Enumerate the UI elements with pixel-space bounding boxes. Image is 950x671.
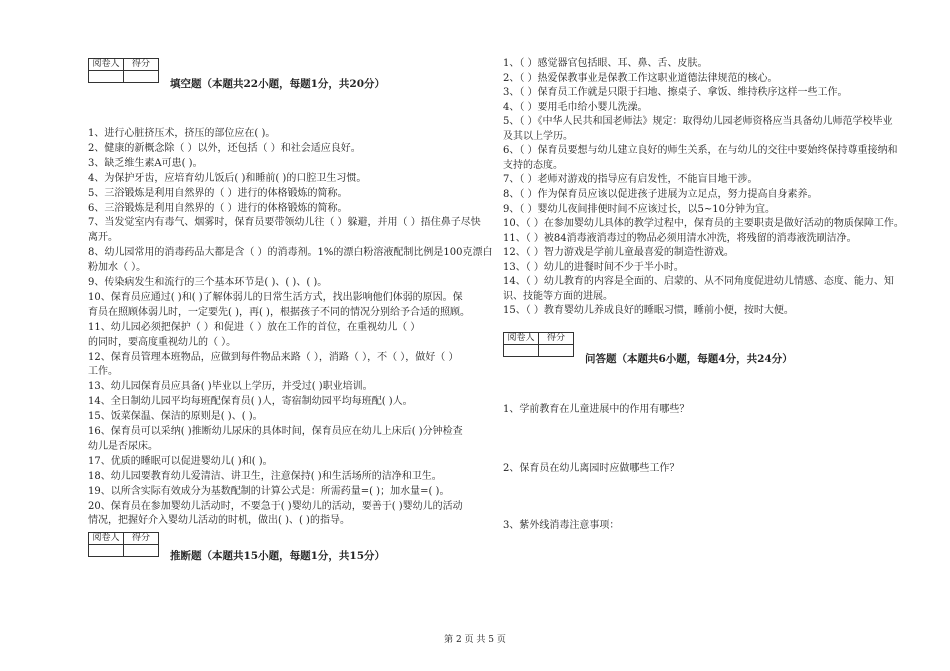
fill-line: 8、幼儿园常用的消毒药品大都是含（ ）的消毒剂。1%的漂白粉溶液配制比例是100克漂白 (88, 247, 493, 259)
fill-line: 2、健康的新概念除（ ）以外，还包括（ ）和社会适应良好。 (88, 142, 361, 154)
fill-line: 4、为保护牙齿，应培育幼儿饭后( )和睡前( )的口腔卫生习惯。 (88, 172, 367, 184)
fill-line: 的同时，要高度重视幼儿的（ ）。 (88, 336, 237, 348)
judge-line: 4、（ ）要用毛巾给小婴儿洗澡。 (503, 101, 648, 113)
fill-line: 12、保育员管理本班物品，应做到每件物品来路（ ），消路（ ），不（ ），做好（ ） (88, 351, 459, 363)
judge-line: 14、（ ）幼儿教育的内容是全面的、启蒙的、从不同角度促进幼儿情感、态度、能力、知 (503, 276, 894, 288)
qa-line: 1、学前教育在儿童进展中的作用有哪些？ (503, 404, 690, 415)
reviewer-label: 阅卷人 (504, 333, 539, 345)
judge-line: 8、（ ）作为保育员应该以促进孩子进展为立足点，努力提高自身素养。 (503, 188, 818, 200)
fill-line: 18、幼儿园要教育幼儿爱清洁、讲卫生，注意保持( )和生活场所的洁净和卫生。 (88, 470, 442, 482)
judge-line: 5、（ ）《中华人民共和国老师法》规定：取得幼儿园老师资格应当具备幼儿师范学校毕业 (503, 116, 893, 128)
judge-line: 1、（ ）感觉器官包括眼、耳、鼻、舌、皮肤。 (503, 58, 708, 69)
score-label: 得分 (539, 333, 574, 345)
page-footer: 第 2 页 共 5 页 (444, 635, 506, 645)
fill-line: 育员在照顾体弱儿时，一定要先( )，再( )，根据孩子不同的情况分别给予合适的照顾。 (88, 306, 470, 318)
score-table-fill (88, 58, 159, 83)
reviewer-label: 阅卷人 (89, 533, 124, 545)
fill-line: 20、保育员在参加婴幼儿活动时，不要急于( )婴幼儿的活动，要善于( )婴幼儿的活动 (88, 500, 463, 512)
judge-line: 支持的态度。 (503, 159, 563, 171)
score-cell (124, 71, 159, 83)
fill-line: 工作。 (88, 366, 118, 378)
judge-line: 13、（ ）幼儿的进餐时间不少于半小时。 (503, 261, 684, 273)
fill-line: 16、保育员可以采纳( )推断幼儿尿床的具体时间，保育员应在幼儿上床后( )分钟检查 (88, 426, 463, 437)
score-label: 得分 (124, 533, 159, 545)
score-cell (124, 545, 159, 557)
fill-line: 幼儿是否尿床。 (88, 440, 158, 452)
judge-line: 9、（ ）婴幼儿夜间排便时间不应该过长，以5~10分钟为宜。 (503, 203, 776, 215)
judge-line: 6、（ ）保育员要想与幼儿建立良好的师生关系，在与幼儿的交往中要始终保持尊重接纳和 (503, 145, 898, 157)
judge-line: 7、（ ）老师对游戏的指导应有启发性，不能盲目地干涉。 (503, 174, 758, 186)
reviewer-cell (89, 71, 124, 83)
fill-line: 6、三浴锻炼是利用自然界的（ ）进行的体格锻炼的简称。 (88, 202, 348, 214)
fill-line: 5、三浴锻炼是利用自然界的（ ）进行的体格锻炼的简称。 (88, 187, 348, 199)
fill-line: 14、全日制幼儿园平均每班配保育员( )人，寄宿制幼园平均每班配( )人。 (88, 396, 413, 408)
judge-line: 12、（ ）智力游戏是学前儿童最喜爱的制造性游戏。 (503, 247, 734, 259)
score-label: 得分 (124, 59, 159, 71)
fill-line: 粉加水（ ）。 (88, 262, 147, 274)
fill-section-title: 填空题（本题共22小题，每题1分，共20分） (170, 78, 386, 90)
reviewer-cell (89, 545, 124, 557)
fill-line: 15、饭菜保温、保洁的原则是( )、( )。 (88, 411, 263, 423)
judge-line: 10、（ ）在参加婴幼儿具体的教学过程中，保育员的主要职责是做好活动的物质保障工作。 (503, 218, 904, 230)
score-table-judge (88, 532, 159, 557)
fill-line: 9、传染病发生和流行的三个基本环节是( )、( )、( )。 (88, 277, 328, 288)
fill-line: 13、幼儿园保育员应具备( )毕业以上学历，并受过( )职业培训。 (88, 381, 373, 393)
qa-line: 3、紫外线消毒注意事项： (503, 520, 620, 531)
fill-line: 19、以所含实际有效成分为基数配制的计算公式是：所需药量=( )；加水量=( )。 (88, 485, 450, 497)
judge-line: 识、技能等方面的进展。 (503, 290, 613, 302)
reviewer-cell (504, 345, 539, 357)
judge-line: 2、（ ）热爱保教事业是保教工作这职业道德法律规范的核心。 (503, 72, 778, 84)
fill-line: 情况，把握好介入婴幼儿活动的时机，做出( )、( )的指导。 (88, 515, 350, 527)
score-cell (539, 345, 574, 357)
judge-section-title: 推断题（本题共15小题，每题1分，共15分） (170, 550, 386, 562)
fill-line: 11、幼儿园必须把保护（ ）和促进（ ）放在工作的首位，在重视幼儿（ ） (88, 321, 421, 333)
judge-line: 及其以上学历。 (503, 130, 573, 142)
fill-line: 离开。 (88, 232, 118, 244)
judge-line: 11、（ ）被84消毒液消毒过的物品必须用清水冲洗，将残留的消毒液洗刷洁净。 (503, 232, 857, 244)
qa-section-title: 问答题（本题共6小题，每题4分，共24分） (585, 353, 793, 365)
fill-line: 10、保育员应通过( )和( )了解体弱儿的日常生活方式，找出影响他们体弱的原因。保 (88, 291, 463, 303)
judge-line: 3、（ ）保育员工作就是只限于扫地、擦桌子、拿饭、维持秩序这样一些工作。 (503, 87, 848, 99)
fill-line: 1、进行心脏挤压术，挤压的部位应在( )。 (88, 128, 276, 139)
reviewer-label: 阅卷人 (89, 59, 124, 71)
judge-line: 15、（ ）教育婴幼儿养成良好的睡眠习惯，睡前小便，按时大便。 (503, 305, 794, 317)
qa-line: 2、保育员在幼儿离园时应做哪些工作？ (503, 463, 680, 474)
fill-line: 17、优质的睡眠可以促进婴幼儿( )和( )。 (88, 455, 273, 467)
fill-line: 3、缺乏维生素A可患( )。 (88, 157, 203, 169)
fill-line: 7、当发觉室内有毒气、烟雾时，保育员要带领幼儿往（ ）躲避，并用（ ）捂住鼻子尽快 (88, 217, 481, 229)
score-table-qa (503, 332, 574, 357)
